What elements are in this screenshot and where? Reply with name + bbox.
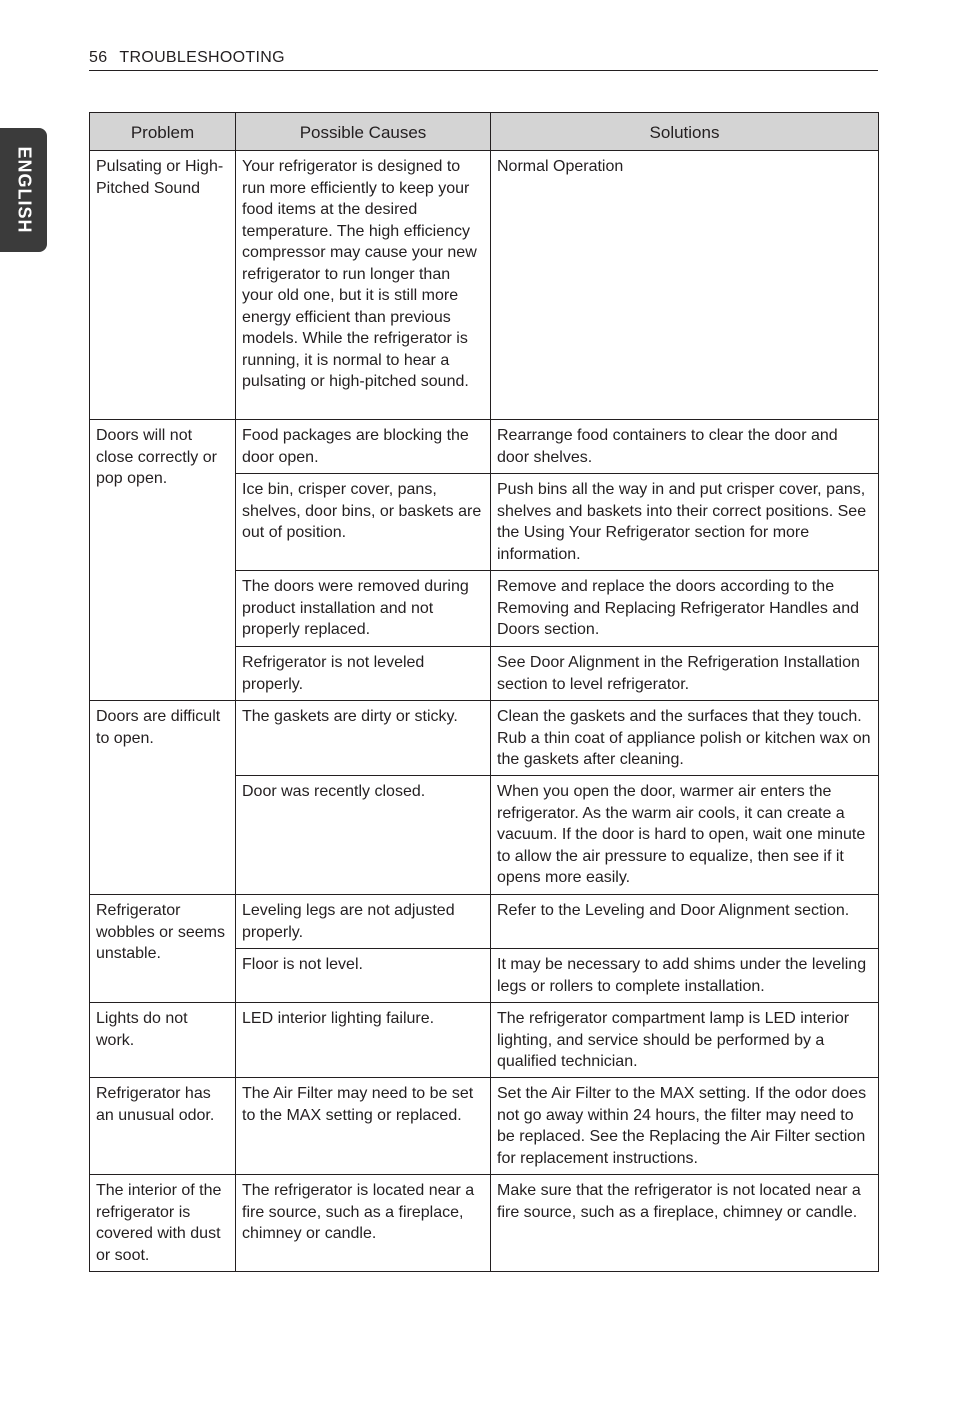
- problem-cell: Refrigerator wobbles or seems unstable.: [90, 895, 236, 1003]
- solution-cell: Rearrange food containers to clear the door and door shelves.: [491, 420, 879, 474]
- cause-cell: The gaskets are dirty or sticky.: [236, 701, 491, 776]
- solution-cell: Set the Air Filter to the MAX setting. If the odor does not go away within 24 hours, the filter may need to be replaced. See the Replacing the Air Filter section for replacement instructions.: [491, 1078, 879, 1175]
- problem-cell: Doors will not close correctly or pop open.: [90, 420, 236, 701]
- language-tab: [0, 128, 47, 252]
- cause-cell: LED interior lighting failure.: [236, 1003, 491, 1078]
- problem-cell: The interior of the refrigerator is covered with dust or soot.: [90, 1175, 236, 1272]
- solution-cell: Refer to the Leveling and Door Alignment section.: [491, 895, 879, 949]
- language-tab-label: ENGLISH: [14, 146, 34, 234]
- cause-cell: Door was recently closed.: [236, 776, 491, 895]
- troubleshooting-table: [89, 112, 879, 1272]
- table-row: [90, 701, 879, 776]
- table-row: [90, 1003, 879, 1078]
- cause-cell: Food packages are blocking the door open.: [236, 420, 491, 474]
- solution-cell: Make sure that the refrigerator is not located near a fire source, such as a fireplace, chimney or candle.: [491, 1175, 879, 1272]
- table-row: [90, 1175, 879, 1272]
- solution-cell: Push bins all the way in and put crisper cover, pans, shelves and baskets into their correct positions. See the Using Your Refrigerator section for more information.: [491, 474, 879, 571]
- cause-cell: The doors were removed during product installation and not properly replaced.: [236, 571, 491, 647]
- problem-cell: Refrigerator has an unusual odor.: [90, 1078, 236, 1175]
- section-title: TROUBLESHOOTING: [119, 49, 285, 66]
- solution-cell: Remove and replace the doors according to the Removing and Replacing Refrigerator Handles and Doors section.: [491, 571, 879, 647]
- cause-cell: Leveling legs are not adjusted properly.: [236, 895, 491, 949]
- problem-cell: Pulsating or High-Pitched Sound: [90, 151, 236, 420]
- cause-cell: Floor is not level.: [236, 949, 491, 1003]
- table-row: [90, 151, 879, 420]
- solution-cell: It may be necessary to add shims under the leveling legs or rollers to complete installation.: [491, 949, 879, 1003]
- cause-cell: The refrigerator is located near a fire source, such as a fireplace, chimney or candle.: [236, 1175, 491, 1272]
- column-header-solutions: Solutions: [491, 113, 879, 151]
- solution-cell: See Door Alignment in the Refrigeration Installation section to level refrigerator.: [491, 647, 879, 701]
- cause-cell: Refrigerator is not leveled properly.: [236, 647, 491, 701]
- table-header-row: [90, 113, 879, 151]
- problem-cell: Doors are difficult to open.: [90, 701, 236, 895]
- cause-cell: Your refrigerator is designed to run more efficiently to keep your food items at the desired temperature. The high efficiency compressor may cause your new refrigerator to run longer than your old one, but it is still more energy efficient than previous models. While the refrigerator is running, it is normal to hear a pulsating or high-pitched sound.: [236, 151, 491, 420]
- table-row: [90, 895, 879, 949]
- solution-cell: Normal Operation: [491, 151, 879, 420]
- page-header: [89, 48, 878, 71]
- column-header-problem: Problem: [90, 113, 236, 151]
- problem-cell: Lights do not work.: [90, 1003, 236, 1078]
- page-number: 56: [89, 49, 108, 66]
- solution-cell: When you open the door, warmer air enters the refrigerator. As the warm air cools, it can create a vacuum. If the door is hard to open, wait one minute to allow the air pressure to equalize, then see if it opens more easily.: [491, 776, 879, 895]
- table-row: [90, 1078, 879, 1175]
- table-row: [90, 420, 879, 474]
- solution-cell: Clean the gaskets and the surfaces that they touch. Rub a thin coat of appliance polish or kitchen wax on the gaskets after cleaning.: [491, 701, 879, 776]
- cause-cell: Ice bin, crisper cover, pans, shelves, door bins, or baskets are out of position.: [236, 474, 491, 571]
- solution-cell: The refrigerator compartment lamp is LED interior lighting, and service should be performed by a qualified technician.: [491, 1003, 879, 1078]
- cause-cell: The Air Filter may need to be set to the MAX setting or replaced.: [236, 1078, 491, 1175]
- column-header-causes: Possible Causes: [236, 113, 491, 151]
